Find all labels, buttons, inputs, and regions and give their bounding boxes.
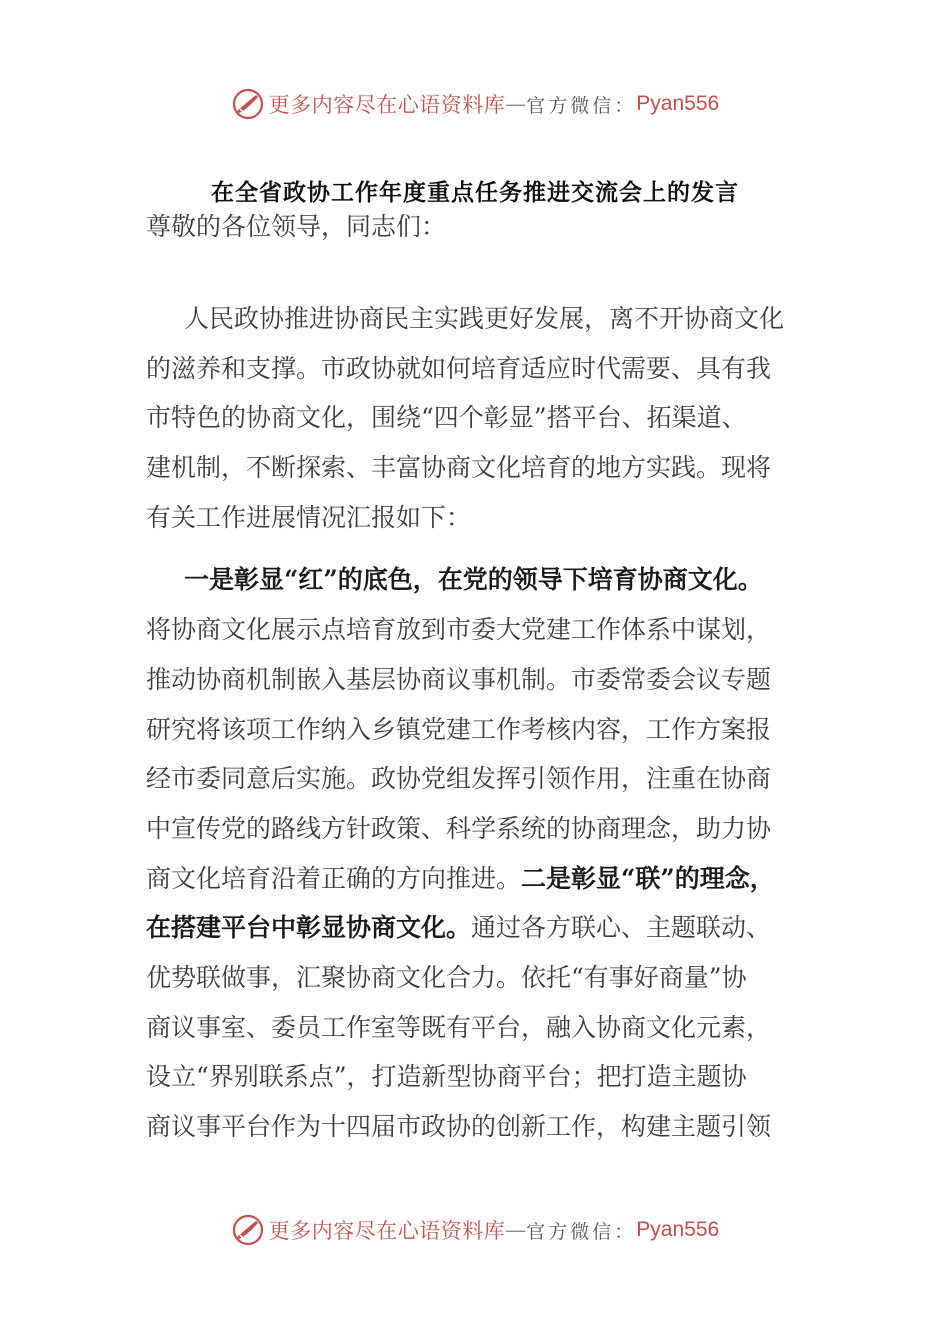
paragraph-line: 经市委同意后实施。政协党组发挥引领作用，注重在协商 xyxy=(146,764,772,793)
watermark-wechat-label: 官方微信： xyxy=(526,94,637,117)
watermark-brand: 更多内容尽在心语资料库 xyxy=(268,93,506,117)
watermark-wechat-id: Pyan556 xyxy=(636,1218,720,1241)
section-heading-lian-cont: 在搭建平台中彰显协商文化。 xyxy=(146,913,472,942)
paragraph-line: 的滋养和支撑。市政协就如何培育适应时代需要、具有我 xyxy=(146,354,772,383)
watermark-brand: 更多内容尽在心语资料库 xyxy=(268,1219,506,1243)
paragraph-text: 通过各方联心、主题联动、 xyxy=(471,913,772,942)
paragraph-text: 商文化培育沿着正确的方向推进。 xyxy=(146,864,522,893)
watermark-separator: — xyxy=(505,1218,527,1242)
paragraph-line: 商议事室、委员工作室等既有平台，融入协商文化元素， xyxy=(146,1013,772,1042)
paragraph-line: 研究将该项工作纳入乡镇党建工作考核内容，工作方案报 xyxy=(146,715,772,744)
paragraph-line: 市特色的协商文化，围绕“四个彰显”搭平台、拓渠道、 xyxy=(146,403,747,432)
paragraph-line: 人民政协推进协商民主实践更好发展，离不开协商文化 xyxy=(184,304,785,333)
section-heading-lian: 二是彰显“联”的理念， xyxy=(521,864,775,893)
watermark-wechat-id: Pyan556 xyxy=(636,92,720,115)
watermark-wechat-label: 官方微信： xyxy=(526,1220,637,1243)
pen-nib-logo-icon xyxy=(231,1213,265,1247)
watermark-separator: — xyxy=(505,92,527,116)
paragraph-line: 设立“界别联系点”，打造新型协商平台；把打造主题协 xyxy=(146,1062,747,1091)
paragraph-line: 有关工作进展情况汇报如下： xyxy=(146,503,472,532)
paragraph-line: 商议事平台作为十四届市政协的创新工作，构建主题引领 xyxy=(146,1112,772,1141)
document-title: 在全省政协工作年度重点任务推进交流会上的发言 xyxy=(211,179,739,206)
paragraph-line: 推动协商机制嵌入基层协商议事机制。市委常委会议专题 xyxy=(146,665,772,694)
section-heading-red: 一是彰显“红”的底色，在党的领导下培育协商文化。 xyxy=(184,565,763,594)
header-watermark xyxy=(0,84,950,124)
paragraph-line: 中宣传党的路线方针政策、科学系统的协商理念，助力协 xyxy=(146,814,772,843)
pen-nib-logo-icon xyxy=(231,87,265,121)
paragraph-line xyxy=(146,908,816,948)
greeting: 尊敬的各位领导，同志们： xyxy=(146,212,447,241)
footer-watermark xyxy=(0,1210,950,1250)
paragraph-line: 建机制，不断探索、丰富协商文化培育的地方实践。现将 xyxy=(146,453,772,482)
paragraph-line: 将协商文化展示点培育放到市委大党建工作体系中谋划， xyxy=(146,615,772,644)
paragraph-line: 优势联做事，汇聚协商文化合力。依托“有事好商量”协 xyxy=(146,963,747,992)
paragraph-line xyxy=(146,859,816,899)
